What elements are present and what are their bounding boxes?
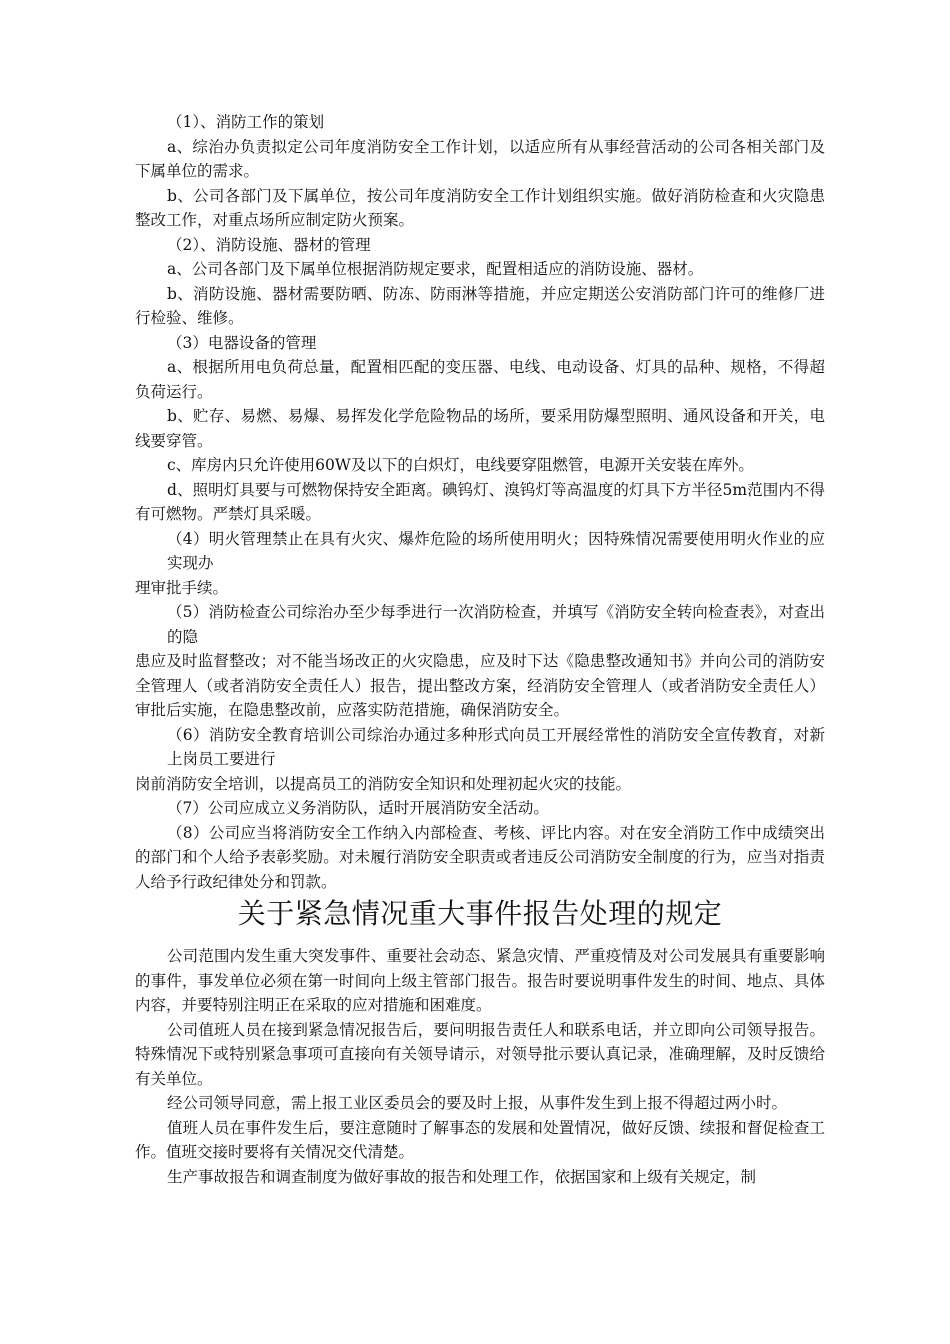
paragraph: d、照明灯具要与可燃物保持安全距离。碘钨灯、溴钨灯等高温度的灯具下方半径5m范围内不得有可燃物。严禁灯具采暖。 [135, 480, 825, 523]
paragraph: 生产事故报告和调查制度为做好事故的报告和处理工作，依据国家和上级有关规定，制 [167, 1167, 757, 1186]
paragraph-inspection-head: （5）消防检查公司综治办至少每季进行一次消防检查，并填写《消防安全转向检查表》，对查出的隐 [167, 603, 825, 646]
paragraph: 经公司领导同意，需上报工业区委员会的要及时上报，从事件发生到上报不得超过两小时。 [167, 1094, 788, 1112]
paragraph-training-head: （6）消防安全教育培训公司综治办通过多种形式向员工开展经常性的消防安全宣传教育，对新上岗员工要进行 [167, 725, 825, 768]
paragraph: （8）公司应当将消防安全工作纳入内部检查、考核、评比内容。对在安全消防工作中成绩突出的部门和个人给予表彰奖励。对未履行消防安全职责或者违反公司消防安全制度的行为，应当对指责人给予行政纪律处分和罚款。 [135, 823, 825, 891]
paragraph-training-tail: 岗前消防安全培训，以提高员工的消防安全知识和处理初起火灾的技能。 [135, 774, 632, 793]
heading-fire-planning: （1）、消防工作的策划 [167, 113, 325, 131]
paragraph: 公司范围内发生重大突发事件、重要社会动态、紧急灾情、严重疫情及对公司发展具有重要影响的事件，事发单位必须在第一时间向上级主管部门报告。报告时要说明事件发生的时间、地点、具体内容，并要特别注明正在采取的应对措施和困难度。 [135, 947, 825, 1014]
paragraph: c、库房内只允许使用60W及以下的白炽灯，电线要穿阻燃管，电源开关安装在库外。 [167, 456, 754, 474]
paragraph: 值班人员在事件发生后，要注意随时了解事态的发展和处置情况，做好反馈、续报和督促检查工作。值班交接时要将有关情况交代清楚。 [135, 1118, 825, 1161]
paragraph: a、公司各部门及下属单位根据消防规定要求，配置相适应的消防设施、器材。 [167, 260, 704, 278]
heading-electrical: （3）电器设备的管理 [167, 333, 317, 352]
paragraph: b、公司各部门及下属单位，按公司年度消防安全工作计划组织实施。做好消防检查和火灾隐患整改工作，对重点场所应制定防火预案。 [135, 186, 825, 229]
paragraph: 公司值班人员在接到紧急情况报告后，要问明报告责任人和联系电话，并立即向公司领导报告。特殊情况下或特别紧急事项可直接向有关领导请示，对领导批示要认真记录，准确理解，及时反馈给有关单位。 [135, 1020, 825, 1088]
paragraph-open-fire-head: （4）明火管理禁止在具有火灾、爆炸危险的场所使用明火；因特殊情况需要使用明火作业的应实现办 [167, 529, 825, 572]
paragraph: （7）公司应成立义务消防队，适时开展消防安全活动。 [167, 799, 549, 817]
paragraph: b、贮存、易燃、易爆、易挥发化学危险物品的场所，要采用防爆型照明、通风设备和开关，电线要穿管。 [135, 407, 825, 450]
paragraph: b、消防设施、器材需要防晒、防冻、防雨淋等措施，并应定期送公安消防部门许可的维修厂进行检验、维修。 [135, 284, 825, 327]
paragraph: a、综治办负责拟定公司年度消防安全工作计划，以适应所有从事经营活动的公司各相关部门及下属单位的需求。 [135, 137, 825, 180]
paragraph-inspection-tail: 患应及时监督整改；对不能当场改正的火灾隐患，应及时下达《隐患整改通知书》并向公司的消防安全管理人（或者消防安全责任人）报告，提出整改方案，经消防安全管理人（或者消防安全责任人）审批后实施，在隐患整改前，应落实防范措施，确保消防安全。 [135, 652, 825, 719]
section-title: 关于紧急情况重大事件报告处理的规定 [237, 897, 723, 930]
heading-fire-equipment: （2）、消防设施、器材的管理 [167, 235, 371, 254]
paragraph-open-fire-tail: 理审批手续。 [135, 578, 229, 597]
document-body [135, 110, 825, 1189]
paragraph: a、根据所用电负荷总量，配置相匹配的变压器、电线、电动设备、灯具的品种、规格，不得超负荷运行。 [135, 358, 825, 401]
